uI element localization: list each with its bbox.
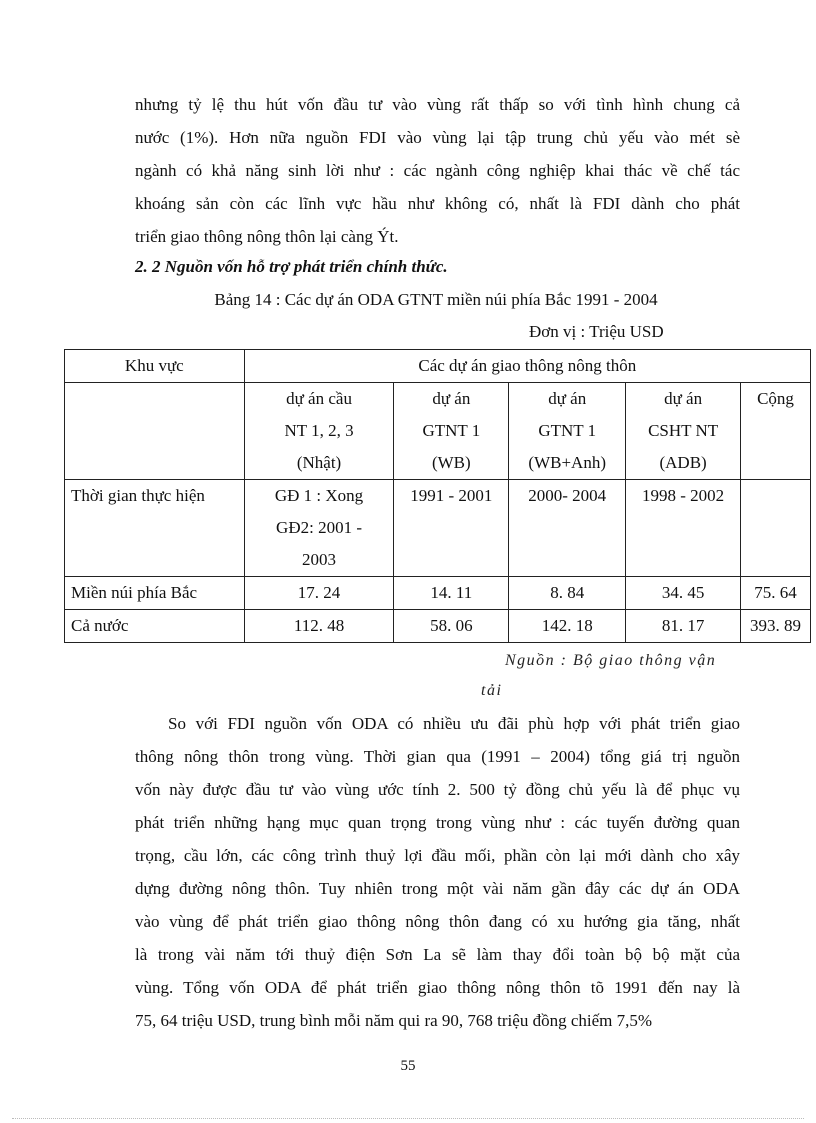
oda-projects-table [64, 349, 811, 643]
header-project-gtnt-wb [394, 383, 509, 480]
source-line: Nguồn : Bộ giao thông vận [505, 652, 717, 669]
text-line: vào vùng để phát triển giao thông nông thôn đang có xu hướng gia tăng, nhất [135, 912, 740, 931]
cell-line: GĐ 1 : Xong [274, 486, 364, 505]
paragraph-oda [135, 707, 740, 1037]
table-header-row [65, 350, 811, 383]
header-line: dự án [548, 389, 587, 408]
header-line: dự án [432, 389, 471, 408]
value-cell: 34. 45 [626, 577, 741, 610]
text-line: là trong vài năm tới thuỷ điện Sơn La sẽ làm thay đổi toàn bộ bộ mặt của [135, 945, 740, 964]
text-line: phát triển những hạng mục quan trọng trong vùng như : các tuyến đường quan [135, 813, 740, 832]
row-label: Thời gian thực hiện [65, 480, 245, 577]
table-row-time [65, 480, 811, 577]
header-project-csht-adb [626, 383, 741, 480]
header-line: GTNT 1 [538, 421, 597, 440]
page-bottom-divider [12, 1118, 804, 1119]
text-line: nhưng tỷ lệ thu hút vốn đầu tư vào vùng rất thấp so với tình hình chung cả [135, 95, 740, 114]
header-line: (Nhật) [296, 453, 342, 472]
text-line: thông nông thôn trong vùng. Thời gian qua (1991 – 2004) tổng giá trị nguồn [135, 747, 740, 766]
paragraph-fdi [135, 88, 740, 253]
time-cell: 1991 - 2001 [394, 480, 509, 577]
header-region: Khu vực [65, 350, 245, 383]
header-line: Cộng [757, 389, 794, 408]
cell-line: 2003 [302, 550, 337, 569]
header-line: CSHT NT [648, 421, 719, 440]
empty-cell [65, 383, 245, 480]
header-line: GTNT 1 [422, 421, 481, 440]
value-cell: 393. 89 [741, 610, 811, 643]
row-label: Cả nước [65, 610, 245, 643]
table-unit: Đơn vị : Triệu USD [529, 322, 664, 341]
header-line: dự án [664, 389, 703, 408]
text-line: vùng. Tổng vốn ODA để phát triển giao thông nông thôn tõ 1991 đến nay là [135, 978, 740, 997]
value-cell: 8. 84 [509, 577, 626, 610]
time-cell [244, 480, 394, 577]
table-subheader-row [65, 383, 811, 480]
text-line: nước (1%). Hơn nữa nguồn FDI vào vùng lại tập trung chủ yếu vào mét sè [135, 128, 740, 147]
table-source [481, 646, 745, 706]
value-cell: 75. 64 [741, 577, 811, 610]
page-number: 55 [400, 1058, 416, 1074]
header-project-bridge [244, 383, 394, 480]
table-row-whole-country [65, 610, 811, 643]
table-row-northern-mountains [65, 577, 811, 610]
source-line: tải [481, 682, 503, 699]
section-heading: 2. 2 Nguồn vốn hỗ trợ phát triển chính thức. [135, 257, 448, 276]
header-line: (WB) [431, 453, 471, 472]
text-line: 75, 64 triệu USD, trung bình mỗi năm qui ra 90, 768 triệu đồng chiếm 7,5% [135, 1011, 653, 1030]
value-cell: 17. 24 [244, 577, 394, 610]
header-project-group: Các dự án giao thông nông thôn [244, 350, 810, 383]
header-project-gtnt-wb-uk [509, 383, 626, 480]
source-line-wrap [481, 676, 745, 706]
time-cell [741, 480, 811, 577]
text-line: dựng đường nông thôn. Tuy nhiên trong một vài năm gần đây các dự án ODA [135, 879, 740, 898]
header-line: NT 1, 2, 3 [284, 421, 354, 440]
text-line: khoáng sản còn các lĩnh vực hầu như không có, nhất là FDI dành cho phát [135, 194, 740, 213]
value-cell: 14. 11 [394, 577, 509, 610]
time-cell: 1998 - 2002 [626, 480, 741, 577]
text-line: trọng, cầu lớn, các công trình thuỷ lợi đầu mối, phần còn lại mới dành cho xây [135, 846, 740, 865]
header-line: dự án cầu [286, 389, 352, 408]
text-line: So với FDI nguồn vốn ODA có nhiều ưu đãi phù hợp với phát triển giao [168, 714, 740, 733]
time-cell: 2000- 2004 [509, 480, 626, 577]
text-line: triển giao thông nông thôn lại càng Ýt. [135, 227, 399, 246]
value-cell: 81. 17 [626, 610, 741, 643]
header-line: (ADB) [659, 453, 707, 472]
header-line: (WB+Anh) [528, 453, 606, 472]
row-label: Miền núi phía Bắc [65, 577, 245, 610]
value-cell: 58. 06 [394, 610, 509, 643]
cell-line: GĐ2: 2001 - [276, 518, 362, 537]
table-caption-text: Bảng 14 : Các dự án ODA GTNT miền núi phía Bắc 1991 - 2004 [214, 290, 658, 309]
text-line: ngành có khả năng sinh lời như : các ngành công nghiệp khai thác về chế tác [135, 161, 740, 180]
value-cell: 112. 48 [244, 610, 394, 643]
text-line: vốn này được đầu tư vào vùng ước tính 2. 500 tỷ đồng chủ yếu là để phục vụ [135, 780, 740, 799]
value-cell: 142. 18 [509, 610, 626, 643]
header-total [741, 383, 811, 480]
table-caption [0, 286, 816, 314]
